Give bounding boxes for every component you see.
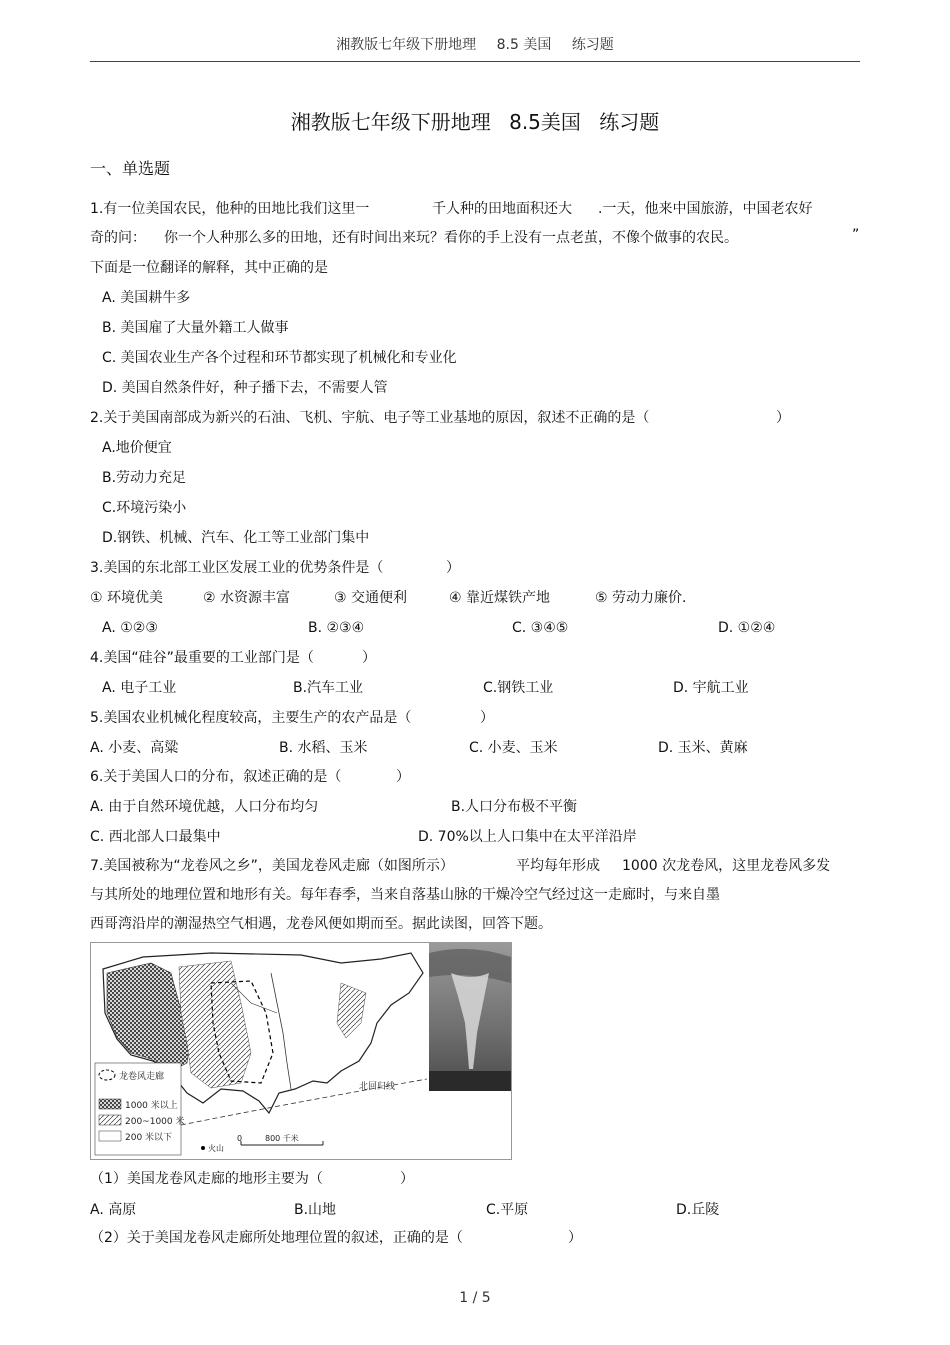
q7-line1a: 7.美国被称为“龙卷风之乡”，美国龙卷风走廊（如图所示）	[90, 858, 454, 874]
q1-option-b: B. 美国雇了大量外籍工人做事	[102, 320, 289, 336]
q4-option-d: D. 宇航工业	[673, 680, 749, 696]
q3-option-a: A. ①②③	[102, 620, 158, 636]
q5-option-a: A. 小麦、高粱	[90, 740, 179, 756]
q3-condition-2: ② 水资源丰富	[203, 590, 291, 606]
scale-zero: 0	[237, 1134, 243, 1143]
q3-close: ）	[446, 560, 460, 576]
q7-sub2-stem: （2）关于美国龙卷风走廊所处地理位置的叙述，正确的是（	[90, 1230, 463, 1246]
q4-close: ）	[362, 650, 376, 666]
q7-sub1-option-c: C.平原	[486, 1202, 529, 1218]
legend-corridor: 龙卷风走廊	[119, 1072, 165, 1082]
q6-option-d: D. 70%以上人口集中在太平洋沿岸	[418, 829, 637, 845]
q4-stem: 4.美国“硅谷”最重要的工业部门是（	[90, 650, 314, 666]
q7-sub2-close: ）	[568, 1230, 582, 1246]
q6-option-c: C. 西北部人口最集中	[90, 829, 221, 845]
q3-option-c: C. ③④⑤	[512, 620, 569, 636]
q1-line2c: ”	[852, 227, 860, 243]
q7-line3: 西哥湾沿岸的潮湿热空气相遇，龙卷风便如期而至。据此读图，回答下题。	[90, 916, 552, 932]
q1-line3: 下面是一位翻译的解释，其中正确的是	[90, 260, 328, 276]
scale-800: 800 千米	[265, 1134, 299, 1143]
q7-sub1-close: ）	[400, 1171, 414, 1187]
tornado-corridor-figure	[90, 942, 512, 1160]
q7-sub1-option-b: B.山地	[294, 1202, 337, 1218]
q7-sub1-option-a: A. 高原	[90, 1202, 137, 1218]
q5-option-d: D. 玉米、黄麻	[658, 740, 748, 756]
q4-option-c: C.钢铁工业	[483, 680, 554, 696]
tornado-photo	[429, 943, 511, 1091]
q2-option-d: D.钢铁、机械、汽车、化工等工业部门集中	[102, 530, 370, 546]
title-type: 练习题	[599, 110, 660, 134]
q5-option-b: B. 水稻、玉米	[279, 740, 368, 756]
section-heading: 一、单选题	[90, 159, 171, 178]
q1-line2b: 你一个人种那么多的田地，还有时间出来玩？看你的手上没有一点老茧，不像个做事的农民。	[164, 230, 738, 246]
q1-line1b: 千人种的田地面积还大	[432, 201, 572, 217]
title-lesson: 8.5美国	[509, 110, 581, 134]
header-type: 练习题	[571, 37, 614, 53]
q1-line2a: 奇的问：	[90, 230, 146, 246]
q3-option-b: B. ②③④	[308, 620, 365, 636]
q5-option-c: C. 小麦、玉米	[469, 740, 558, 756]
q7-sub1-stem: （1）美国龙卷风走廊的地形主要为（	[90, 1171, 323, 1187]
header-lesson: 8.5 美国	[496, 37, 552, 53]
q3-condition-3: ③ 交通便利	[334, 590, 408, 606]
volcano-icon	[201, 1146, 205, 1150]
legend-low: 200 米以下	[125, 1133, 173, 1143]
q2-option-c: C.环境污染小	[102, 500, 187, 516]
q1-option-d: D. 美国自然条件好，种子播下去，不需要人管	[102, 380, 388, 396]
page-header	[0, 34, 950, 54]
q7-line1b: 平均每年形成	[516, 858, 600, 874]
q4-option-b: B.汽车工业	[293, 680, 364, 696]
q6-option-a: A. 由于自然环境优越，人口分布均匀	[90, 799, 319, 815]
q7-line1c: 1000 次龙卷风，这里龙卷风多发	[622, 858, 831, 874]
q3-stem: 3.美国的东北部工业区发展工业的优势条件是（	[90, 560, 384, 576]
q4-option-a: A. 电子工业	[102, 680, 177, 696]
q3-option-d: D. ①②④	[718, 620, 776, 636]
q3-condition-1: ① 环境优美	[90, 590, 164, 606]
legend-high: 1000 米以上	[125, 1101, 178, 1111]
q3-condition-5: ⑤ 劳动力廉价.	[595, 590, 687, 606]
q1-option-a: A. 美国耕牛多	[102, 290, 191, 306]
q3-condition-4: ④ 靠近煤铁产地	[449, 590, 551, 606]
q1-option-c: C. 美国农业生产各个过程和环节都实现了机械化和专业化	[102, 350, 457, 366]
q2-close: ）	[776, 410, 790, 426]
q2-stem: 2.关于美国南部成为新兴的石油、飞机、宇航、电子等工业基地的原因，叙述不正确的是（	[90, 410, 650, 426]
q7-line2: 与其所处的地理位置和地形有关。每年春季，当来自落基山脉的干燥冷空气经过这一走廊时，与来自墨	[90, 887, 720, 903]
q7-sub1-option-d: D.丘陵	[676, 1202, 720, 1218]
page-number: 1 / 5	[459, 1290, 491, 1306]
title-book: 湘教版七年级下册地理	[290, 110, 491, 134]
q6-option-b: B.人口分布极不平衡	[451, 799, 578, 815]
q1-line1c: .一天，他来中国旅游，中国老农好	[598, 201, 813, 217]
q2-option-a: A.地价便宜	[102, 440, 172, 456]
q6-stem: 6.关于美国人口的分布，叙述正确的是（	[90, 769, 342, 785]
header-book: 湘教版七年级下册地理	[336, 37, 477, 53]
q2-option-b: B.劳动力充足	[102, 470, 187, 486]
legend-mid: 200~1000 米	[125, 1117, 185, 1127]
header-divider	[90, 61, 860, 62]
us-relief-map	[91, 943, 429, 1159]
q5-close: ）	[480, 710, 494, 726]
document-title	[0, 106, 950, 135]
q1-line1a: 1.有一位美国农民，他种的田地比我们这里一	[90, 201, 370, 217]
map-tropic-label: 北回归线	[359, 1082, 396, 1092]
legend-volcano: 火山	[208, 1144, 224, 1153]
q6-close: ）	[396, 769, 410, 785]
q5-stem: 5.美国农业机械化程度较高，主要生产的农产品是（	[90, 710, 412, 726]
